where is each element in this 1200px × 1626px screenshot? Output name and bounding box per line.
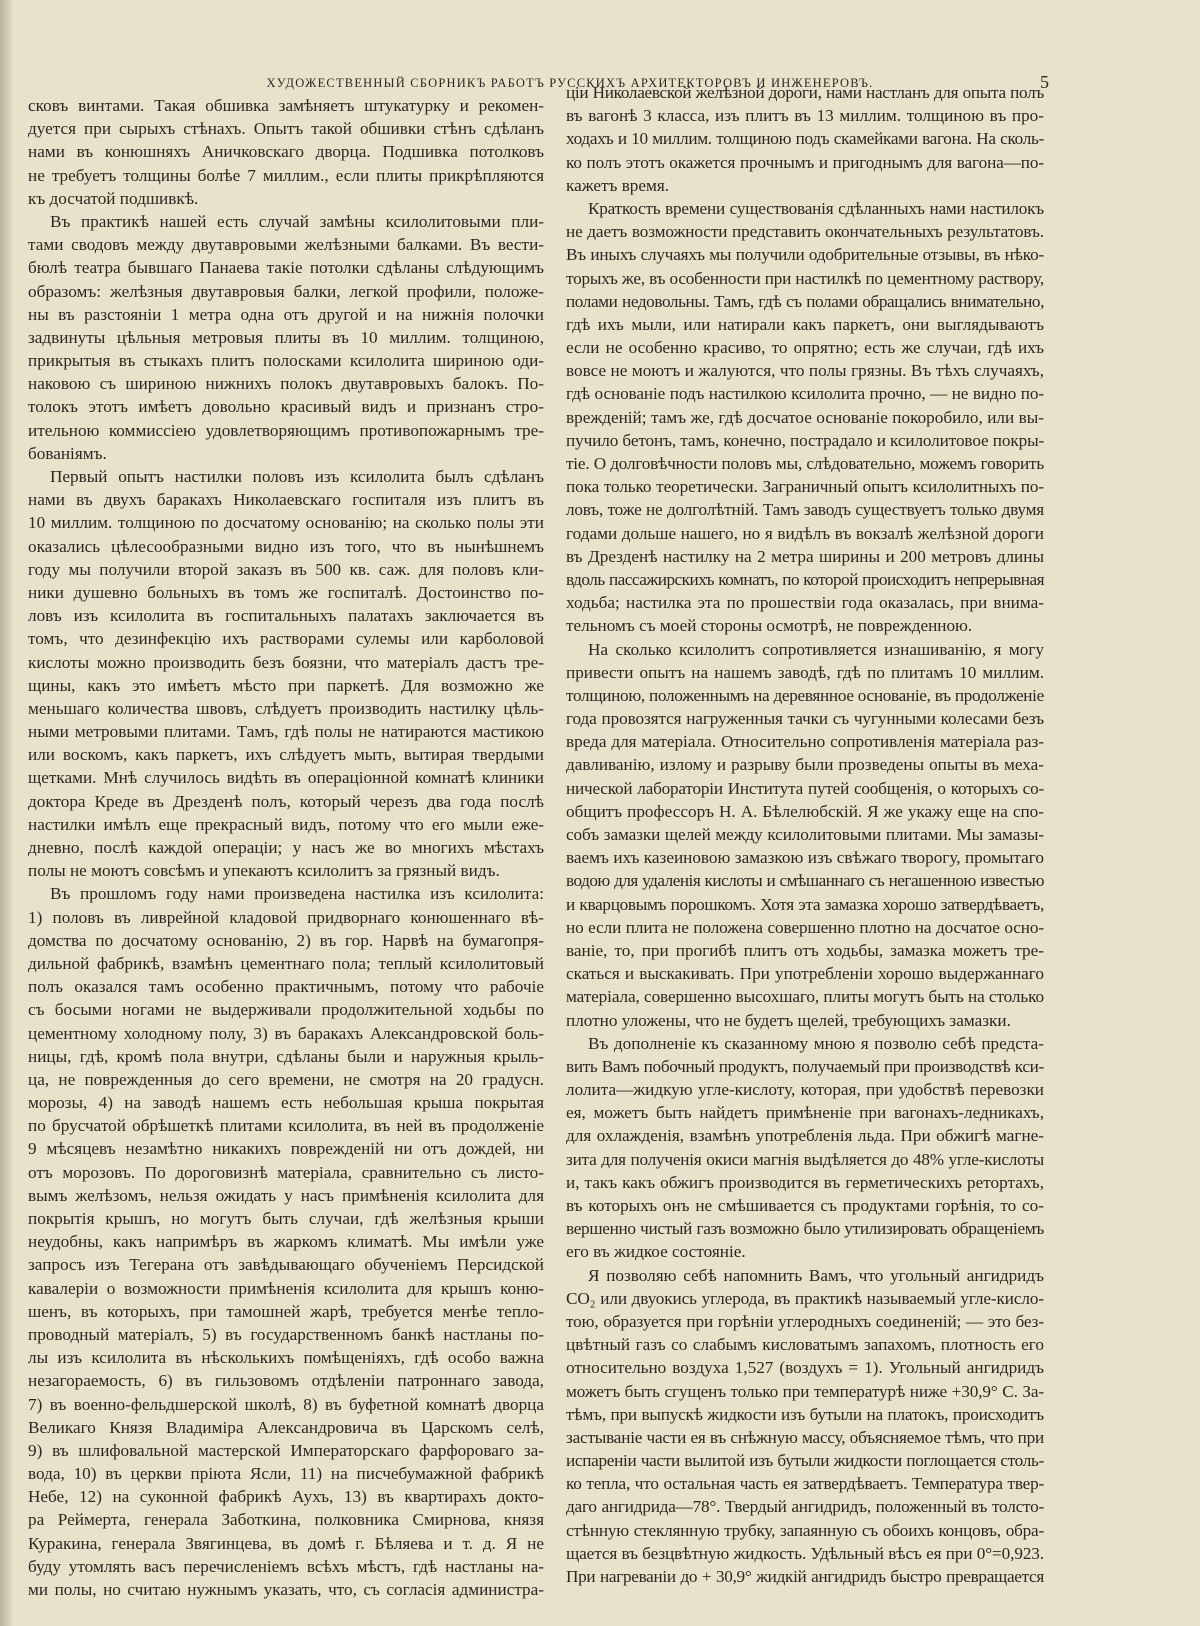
text-line: водою для удаленія кислоты и смѣшаннаго съ негашенною известью: [566, 871, 1044, 891]
text-line: настилки имѣлъ еще прекрасный видъ, потому что его мыли еже-: [28, 814, 544, 834]
text-line: ца, не поврежденныя до сего времени, не смотря на 20 градусн.: [28, 1069, 544, 1089]
text-line: дуется при сырыхъ стѣнахъ. Опытъ такой обшивки стѣнъ сдѣланъ: [28, 119, 544, 139]
text-line: лолита—жидкую угле-кислоту, которая, при удобствѣ перевозки: [566, 1080, 1044, 1100]
text-line: Я позволяю себѣ напомнить Вамъ, что угольный ангидридъ: [588, 1265, 1044, 1285]
text-line: году мы получили второй заказъ въ 500 кв. саж. для половъ кли-: [28, 559, 544, 579]
text-line: отъ морозовъ. По дороговизнѣ матеріала, сравнительно съ листо-: [28, 1162, 544, 1182]
text-line: нической лабораторіи Института путей сообщенія, о которыхъ со-: [566, 778, 1044, 798]
text-line: нами въ конюшняхъ Аничковскаго дворца. Подшивка потолковъ: [28, 142, 544, 162]
left-column: [28, 94, 544, 1601]
text-line: домства по досчатому основанію, 2) въ гор. Нарвѣ на бумагопря-: [28, 930, 544, 950]
text-line: бюлѣ театра бывшаго Панаева такіе потолки сдѣланы слѣдующимъ: [28, 258, 544, 278]
text-line: прикрытыя въ стыкахъ плитъ полосками ксилолита шириною оди-: [28, 351, 544, 371]
text-line: незагораемость, 6) въ гильзовомъ отдѣленіи патроннаго завода,: [28, 1371, 544, 1391]
text-line: въ которыхъ онъ не смѣшивается съ продуктами горѣнія, то со-: [566, 1196, 1044, 1215]
text-line: ительною коммиссіею удовлетворяющимъ противопожарнымъ тре-: [28, 420, 544, 440]
paragraph: [28, 465, 544, 882]
text-line: ко тепла, что остальная часть ея затвердѣваетъ. Температура твер-: [566, 1474, 1044, 1494]
text-line: давливанію, излому и разрыву были прозведены опыты въ меха-: [566, 755, 1044, 775]
text-line: Въ практикѣ нашей есть случай замѣны ксилолитовыми пли-: [50, 211, 544, 231]
text-line: 10 миллим. толщиною по досчатому основанію; на сколько полы эти: [28, 513, 544, 533]
text-line: буду утомлять васъ перечисленіемъ всѣхъ мѣстъ, гдѣ настланы на-: [28, 1556, 544, 1576]
text-line: или воскомъ, какъ паркетъ, ихъ слѣдуетъ мыть, вытирая твердыми: [28, 745, 544, 765]
text-line: дневно, послѣ каждой операціи; у насъ же во многихъ мѣстахъ: [28, 838, 544, 857]
text-line: ра Реймерта, генерала Заботкина, полковника Смирнова, князя: [28, 1510, 544, 1530]
text-line: ходьба; настилка эта по прошествіи года оказалась, при внима-: [566, 593, 1044, 613]
page-number: 5: [1040, 72, 1049, 92]
text-line: вода, 10) въ церкви пріюта Ясли, 11) на писчебумажной фабрикѣ: [28, 1464, 544, 1484]
text-line: вдоль пассажирскихъ комнатъ, по которой происходитъ непрерывная: [566, 569, 1044, 589]
text-line: образомъ: желѣзныя двутавровыя балки, легкой профили, положе-: [28, 281, 544, 301]
text-line: 9 мѣсяцевъ незамѣтно никакихъ поврежденій ни отъ дождей, ни: [28, 1139, 544, 1159]
text-line: ницы, гдѣ, кромѣ пола внутри, сдѣланы были и наружныя крыль-: [28, 1046, 544, 1066]
text-line: полами недовольны. Тамъ, гдѣ съ полами обращались внимательно,: [566, 291, 1044, 311]
text-line: неудобны, какъ напримѣръ въ жаркомъ климатѣ. Мы имѣли уже: [28, 1232, 544, 1252]
text-line: вершенно чистый газъ возможно было утилизировать обращеніемъ: [566, 1219, 1044, 1239]
text-line: для охлажденія, взамѣнъ употребленія льда. При обжигѣ магне-: [566, 1126, 1044, 1146]
text-line: тою, образуется при горѣніи углеродныхъ соединеній; — это без-: [566, 1311, 1044, 1331]
paragraph: [28, 94, 544, 210]
text-line: ходахъ и 10 миллим. толщиною подъ скамейками вагона. На сколь-: [566, 129, 1044, 149]
text-line: доктора Креде въ Дрезденѣ полъ, который черезъ два года послѣ: [28, 791, 544, 811]
text-line: запросъ изъ Тегерана отъ завѣдывающаго обученіемъ Персидской: [28, 1255, 544, 1275]
text-line: цементному холодному полу, 3) въ баракахъ Александровской боль-: [28, 1023, 544, 1043]
text-line: Въ прошломъ году нами произведена настилка изъ ксилолита:: [50, 884, 544, 904]
text-line: щины, какъ это имѣетъ мѣсто при паркетѣ. Для возможно же: [28, 675, 544, 695]
text-line: ея, можетъ быть найдетъ примѣненіе при вагонахъ-ледникахъ,: [566, 1103, 1044, 1123]
text-line: съ босыми ногами не выдерживали продолжительной ходьбы по: [28, 1000, 544, 1020]
text-line: Въ иныхъ случаяхъ мы получили одобрительные отзывы, въ нѣко-: [566, 245, 1044, 265]
text-line: тѣмъ, при выпускѣ жидкости изъ бутыли на платокъ, происходитъ: [566, 1404, 1044, 1424]
running-header: ХУДОЖЕСТВЕННЫЙ СБОРНИКЪ РАБОТЪ РУССКИХЪ АРХИТЕКТОРОВЪ И ИНЖЕНЕРОВЪ.: [266, 76, 874, 90]
text-line: и, такъ какъ обжигъ производится въ герметическихъ ретортахъ,: [566, 1172, 1044, 1192]
text-line: кавалеріи о возможности примѣненія ксилолита для крышъ коню-: [28, 1278, 544, 1298]
text-line: томъ, что дезинфекцію ихъ растворами сулемы или карболовой: [28, 629, 544, 649]
text-line: тіе. О долговѣчности половъ мы, слѣдовательно, можемъ говорить: [566, 454, 1044, 473]
text-line: года провозятся нагруженныя тачки съ чугунными колесами безъ: [566, 709, 1044, 729]
text-line: 7) въ военно-фельдшерской школѣ, 8) въ буфетной комнатѣ дворца: [28, 1394, 544, 1414]
text-line: ники душевно больныхъ въ томъ же госпиталѣ. Достоинство по-: [28, 582, 544, 602]
text-line: цвѣтный газъ со слабымъ кисловатымъ запахомъ, плотность его: [566, 1335, 1044, 1355]
text-line: ловъ, тоже не долголѣтній. Тамъ заводъ существуетъ только двумя: [566, 500, 1044, 520]
text-line: нами въ двухъ баракахъ Николаевскаго госпиталя изъ плитъ въ: [28, 490, 544, 510]
text-line: стѣнную стеклянную трубку, запаянную съ обоихъ концовъ, обра-: [566, 1520, 1044, 1540]
text-line: Великаго Князя Владиміра Александровича въ Царскомъ селѣ,: [28, 1417, 544, 1437]
text-line: 1) половъ въ ливрейной кладовой придворнаго конюшеннаго вѣ-: [28, 907, 544, 927]
text-line: ми полы, но считаю нужнымъ указать, что, съ согласія администра-: [28, 1580, 544, 1599]
text-line: ловъ изъ ксилолита въ госпитальныхъ палатахъ заключается въ: [28, 606, 544, 626]
text-line: по брусчатой обрѣшеткѣ плитами ксилолита, въ ней въ продолженіе: [28, 1116, 544, 1136]
text-line: матеріала, совершенно высохшаго, плиты могутъ быть на столько: [566, 987, 1044, 1007]
paragraph: [28, 210, 544, 465]
paragraph: [566, 1032, 1044, 1264]
text-line: годами дольше нашего, но я видѣлъ въ вокзалѣ желѣзной дороги: [566, 523, 1044, 543]
text-line: бованіямъ.: [28, 443, 107, 463]
text-line: полы не моютъ совсѣмъ и упекаютъ ксилолитъ за грязный видъ.: [28, 861, 500, 881]
text-line: гдѣ основаніе подъ настилкою ксилолита прочно, — не видно по-: [566, 384, 1044, 404]
text-line: Куракина, генерала Звягинцева, въ домѣ г. Бѣляева и т. д. Я не: [28, 1533, 544, 1553]
text-line: CO₂ или двуокись углерода, въ практикѣ называемый угле-кисло-: [566, 1288, 1044, 1308]
text-line: ваемъ ихъ казеиновою замазкою изъ свѣжаго творогу, промытаго: [566, 848, 1044, 868]
text-line: кажетъ время.: [566, 175, 670, 195]
text-line: морозы, 4) на заводѣ нашемъ есть небольшая крыша покрытая: [28, 1093, 544, 1113]
text-line: дильной фабрикѣ, взамѣнъ цементнаго пола; теплый ксилолитовый: [28, 953, 544, 973]
text-line: толщиною, положеннымъ на деревянное основаніе, въ продолженіе: [566, 685, 1044, 705]
text-line: полъ оказался тамъ особенно практичнымъ, потому что рабочіе: [28, 977, 544, 997]
text-line: Краткость времени существованія сдѣланныхъ нами настилокъ: [588, 198, 1044, 218]
text-line: меньшаго количества швовъ, слѣдуетъ производить настилку цѣль-: [28, 698, 544, 718]
text-line: сковъ винтами. Такая обшивка замѣняетъ штукатурку и рекомен-: [28, 96, 544, 115]
text-line: проводный матеріалъ, 5) въ государственномъ банкѣ настланы по-: [28, 1324, 544, 1344]
text-line: пока только теоретически. Заграничный опытъ ксилолитныхъ по-: [566, 477, 1044, 497]
paragraph: [28, 882, 544, 1601]
text-line: плотно уложены, что не будетъ щелей, требующихъ замазки.: [566, 1010, 1011, 1030]
text-line: ціи Николаевской желѣзной дороги, нами настланъ для опыта полъ: [566, 83, 1044, 102]
text-line: ны въ разстояніи 1 метра одна отъ другой и на нижнія полочки: [28, 304, 544, 324]
text-line: торыхъ же, въ особенности при настилкѣ по цементному раствору,: [566, 268, 1044, 288]
text-line: шенъ, въ которыхъ, при тамошней жарѣ, требуется менѣе тепло-: [28, 1301, 544, 1321]
text-line: На сколько ксилолитъ сопротивляется изнашиванію, я могу: [588, 639, 1044, 659]
paragraph: [566, 81, 1044, 197]
page-edge-shadow: [0, 0, 14, 1626]
text-line: вымъ желѣзомъ, нельзя ожидать у насъ примѣненія ксилолита для: [28, 1185, 544, 1205]
text-line: покрытія крышъ, но могутъ быть случаи, гдѣ желѣзныя крыши: [28, 1209, 544, 1228]
text-line: тами сводовъ между двутавровыми желѣзными балками. Въ вести-: [28, 235, 544, 255]
text-line: привести опытъ на нашемъ заводѣ, гдѣ по плитамъ 10 миллим.: [566, 662, 1044, 682]
text-line: Небе, 12) на суконной фабрикѣ Аухъ, 13) въ квартирахъ докто-: [28, 1487, 544, 1507]
text-line: 9) въ шлифовальной мастерской Императорскаго фарфороваго за-: [28, 1440, 544, 1460]
text-line: оказались цѣлесообразными видно изъ того, что въ нынѣшнемъ: [28, 536, 544, 556]
text-line: гдѣ ихъ мыли, или натирали какъ паркетъ, они выглядываютъ: [566, 314, 1044, 334]
text-line: можетъ быть сгущенъ только при температурѣ ниже +30,9° С. За-: [566, 1381, 1044, 1401]
text-line: скаться и выскакивать. При употребленіи хорошо выдержаннаго: [566, 964, 1044, 984]
text-line: толокъ этотъ имѣетъ довольно красивый видъ и признанъ стро-: [28, 397, 544, 417]
text-line: ваніе, то, при прогибѣ плитъ отъ ходьбы, замазка можетъ тре-: [566, 940, 1044, 960]
text-line: къ досчатой подшивкѣ.: [28, 188, 199, 208]
text-line: даго ангидрида—78°. Твердый ангидридъ, положенный въ толсто-: [566, 1497, 1044, 1517]
text-line: зита для полученія окиси магнія выдѣляется до 48% угле-кислоты: [566, 1149, 1044, 1169]
text-line: не даетъ возможности представить окончательныхъ результатовъ.: [566, 222, 1044, 242]
text-line: если не особенно красиво, то опрятно; есть же случаи, гдѣ ихъ: [566, 338, 1044, 358]
text-line: ко полъ этотъ окажется прочнымъ и пригоднымъ для вагона—по-: [566, 152, 1044, 172]
paragraph: [566, 638, 1044, 1032]
text-line: лы изъ ксилолита въ нѣсколькихъ помѣщеніяхъ, гдѣ особо важна: [28, 1348, 544, 1368]
text-line: щетками. Мнѣ случилось видѣть въ операціонной комнатѣ клиники: [28, 768, 544, 788]
paragraph: [566, 1264, 1044, 1589]
text-line: ными метровыми плитами. Тамъ, гдѣ полы не натираются мастикою: [28, 722, 544, 742]
text-line: собъ замазки щелей между ксилолитовыми плитами. Мы замазы-: [566, 825, 1044, 844]
text-line: врежденій; тамъ же, гдѣ досчатое основаніе покоробило, или вы-: [566, 407, 1044, 427]
paragraph: [566, 197, 1044, 638]
text-line: относительно воздуха 1,527 (воздухъ = 1). Угольный ангидридъ: [566, 1358, 1044, 1378]
text-line: Первый опытъ настилки половъ изъ ксилолита былъ сдѣланъ: [50, 467, 544, 486]
text-line: тельномъ съ моей стороны осмотрѣ, не поврежденною.: [566, 616, 973, 636]
text-line: вить Вамъ побочный продуктъ, получаемый при производствѣ кси-: [566, 1056, 1044, 1076]
right-column: [566, 81, 1044, 1588]
text-line: кислоты можно производить безъ боязни, что матеріалъ дастъ тре-: [28, 652, 544, 672]
text-line: и кварцовымъ порошкомъ. Хотя эта замазка хорошо затвердѣваетъ,: [566, 894, 1044, 914]
text-line: въ Дрезденѣ настилку на 2 метра ширины и 200 метровъ длины: [566, 546, 1044, 566]
text-line: наковою съ шириною нижнихъ полокъ двутавровыхъ балокъ. По-: [28, 374, 544, 394]
text-line: пучило бетонъ, тамъ, конечно, пострадало и ксилолитовое покры-: [566, 430, 1045, 450]
text-line: щается въ безцвѣтную жидкость. Удѣльный вѣсъ ея при 0°=0,923.: [566, 1543, 1044, 1563]
text-line: вовсе не моютъ и жалуются, что полы грязны. Въ тѣхъ случаяхъ,: [566, 361, 1044, 381]
text-line: испареніи части вылитой изъ бутыли жидкости поглощается столь-: [566, 1451, 1044, 1471]
text-line: не требуетъ толщины болѣе 7 миллим., если плиты прикрѣпляются: [28, 165, 544, 185]
text-line: При нагреваніи до + 30,9° жидкій ангидридъ быстро превращается: [566, 1567, 1044, 1586]
text-line: общитъ профессоръ Н. А. Бѣлелюбскій. Я же укажу еще на спо-: [566, 801, 1044, 821]
text-line: въ вагонѣ 3 класса, изъ плитъ въ 13 миллим. толщиною въ про-: [566, 106, 1044, 126]
text-line: но если плита не положена совершенно плотно на досчатое осно-: [566, 917, 1044, 937]
text-line: задвинуты цѣльныя метровыя плиты въ 10 миллим. толщиною,: [28, 327, 544, 347]
text-line: его въ жидкое состояніе.: [566, 1242, 746, 1262]
text-line: застываніе части ея въ снѣжную массу, объясняемое тѣмъ, что при: [566, 1427, 1044, 1447]
text-line: вреда для матеріала. Относительно сопротивленія матеріала раз-: [566, 732, 1044, 752]
text-line: Въ дополненіе къ сказанному мною я позволю себѣ предста-: [588, 1033, 1044, 1053]
